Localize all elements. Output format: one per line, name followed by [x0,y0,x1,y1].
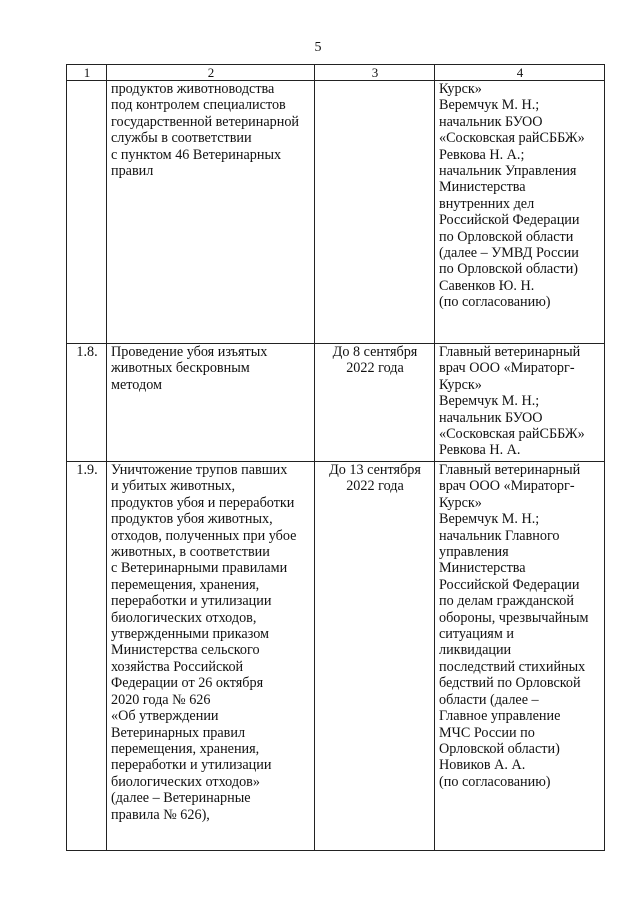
responsible-line: «Сосковская райСББЖ» [439,130,585,147]
desc-line: биологических отходов» [111,773,260,790]
desc-line: перемещения, хранения, [111,740,260,757]
desc-line: продуктов убоя животных, [111,511,273,528]
desc-line: Федерации от 26 октября [111,675,264,692]
desc-line: Уничтожение трупов павших [111,462,288,478]
desc-line: методом [111,376,162,393]
responsible-line: начальник БУОО [439,409,543,426]
responsible-line: МЧС России по [439,724,535,741]
deadline-line: До 13 сентября [329,462,421,478]
responsible-line: Веремчук М. Н.; [439,97,540,114]
responsible-line: ситуациям и [439,626,514,643]
responsible-line: последствий стихийных [439,658,586,675]
responsible-line: Веремчук М. Н.; [439,393,540,410]
desc-line: животных бескровным [111,360,250,377]
desc-line: под контролем специалистов [111,97,286,114]
desc-line: перемещения, хранения, [111,576,260,593]
desc-line: государственной ветеринарной [111,113,300,130]
desc-line: продуктов убоя и переработки [111,494,295,511]
responsible-line: по делам гражданской [439,593,574,610]
responsible-line: (по согласованию) [439,294,551,311]
deadline-line: 2022 года [346,360,404,377]
desc-line: с Ветеринарными правилами [111,560,288,577]
desc-line: правила № 626), [111,806,210,823]
deadline [315,81,435,344]
desc-line: хозяйства Российской [111,658,244,675]
desc-line: правил [111,163,154,180]
deadline-line: До 8 сентября [332,344,418,360]
responsible-line: Курск» [439,81,482,97]
table-row [67,344,605,462]
responsible-line: Российской Федерации [439,212,580,229]
responsible-line: врач ООО «Мираторг- [439,478,575,495]
row-number [67,81,107,344]
desc-line: переработки и утилизации [111,593,272,610]
page-number: 5 [314,40,322,55]
desc-line: и убитых животных, [111,478,236,495]
responsible-line: Главный ветеринарный [439,462,581,478]
responsible-persons [435,344,605,462]
desc-line: отходов, полученных при убое [111,527,297,544]
desc-line: Проведение убоя изъятых [111,344,268,360]
row-number: 1.8. [67,344,107,462]
responsible-line: управления [439,544,509,561]
responsible-line: Курск» [439,376,482,393]
column-header: 2 [107,65,315,81]
responsible-line: бедствий по Орловской [439,675,581,692]
measure-description [107,344,315,462]
table-header-row [67,65,605,81]
responsible-line: (далее – УМВД России [439,245,579,262]
desc-line: животных, в соответствии [111,544,270,561]
measure-description [107,462,315,851]
responsible-line: Министерства [439,560,526,577]
column-header: 3 [315,65,435,81]
responsible-persons [435,462,605,851]
desc-line: переработки и утилизации [111,757,272,774]
responsible-line: начальник БУОО [439,113,543,130]
responsible-line: по Орловской области [439,228,574,245]
responsible-line: обороны, чрезвычайным [439,609,589,626]
responsible-line: по Орловской области) [439,261,579,278]
measure-description [107,81,315,344]
responsible-line: Новиков А. А. [439,757,526,774]
desc-line: Ветеринарных правил [111,724,246,741]
table-row [67,81,605,344]
desc-line: с пунктом 46 Ветеринарных [111,146,282,163]
responsible-line: Савенков Ю. Н. [439,277,535,294]
responsible-line: Ревкова Н. А. [439,442,521,459]
desc-line: утвержденными приказом [111,626,270,643]
responsible-line: (по согласованию) [439,773,551,790]
responsible-persons [435,81,605,344]
desc-line: 2020 года № 626 [111,691,211,708]
responsible-line: врач ООО «Мираторг- [439,360,575,377]
column-header: 1 [67,65,107,81]
responsible-line: начальник Главного [439,527,560,544]
column-header: 4 [435,65,605,81]
deadline-line: 2022 года [346,478,404,495]
responsible-line: Ревкова Н. А.; [439,146,525,163]
desc-line: Министерства сельского [111,642,260,659]
deadline [315,462,435,851]
responsible-line: ликвидации [439,642,512,659]
responsible-line: Российской Федерации [439,576,580,593]
row-number: 1.9. [67,462,107,851]
responsible-line: Орловской области) [439,740,560,757]
responsible-line: Министерства [439,179,526,196]
desc-line: биологических отходов, [111,609,257,626]
desc-line: продуктов животноводства [111,81,275,97]
desc-line: «Об утверждении [111,708,219,725]
responsible-line: внутренних дел [439,195,535,212]
measures-table [66,64,605,851]
deadline [315,344,435,462]
desc-line: (далее – Ветеринарные [111,790,251,807]
responsible-line: «Сосковская райСББЖ» [439,426,585,443]
desc-line: службы в соответствии [111,130,252,147]
responsible-line: области (далее – [439,691,539,708]
table-row [67,462,605,851]
responsible-line: Главное управление [439,708,561,725]
responsible-line: начальник Управления [439,163,577,180]
responsible-line: Курск» [439,494,482,511]
responsible-line: Веремчук М. Н.; [439,511,540,528]
responsible-line: Главный ветеринарный [439,344,581,360]
